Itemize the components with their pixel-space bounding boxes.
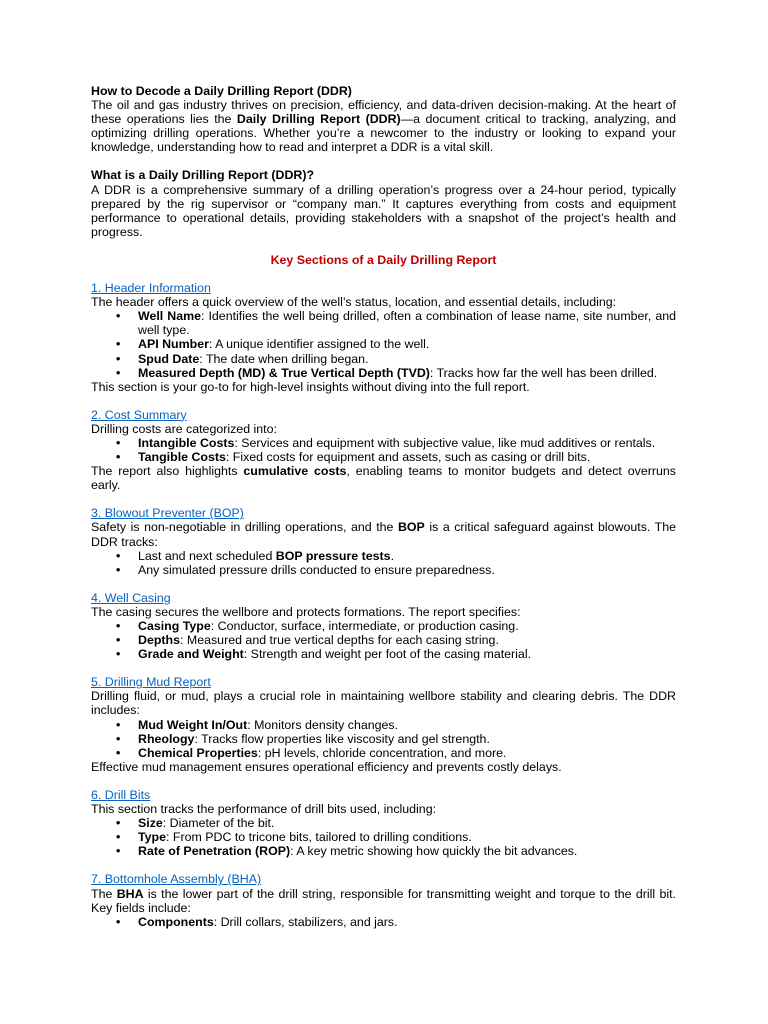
section-intro [91, 520, 676, 548]
bullet-list [91, 816, 676, 858]
term: Measured Depth (MD) & True Vertical Depth (TVD) [138, 365, 430, 380]
list-item [138, 337, 676, 351]
definition: : A unique identifier assigned to the well. [208, 337, 430, 352]
outro-text: The report also highlights [91, 464, 244, 479]
term: Type [138, 830, 166, 845]
outro-bold: cumulative costs [243, 464, 347, 479]
list-item [138, 647, 676, 661]
item-bold: BOP pressure tests [275, 548, 391, 563]
list-item [138, 816, 676, 830]
term: Components [138, 914, 214, 929]
intro-paragraph [91, 98, 676, 154]
term: Well Name [138, 309, 202, 324]
section-bop [91, 506, 676, 520]
definition: : Tracks how far the well has been drilled. [429, 365, 658, 380]
term: Spud Date [138, 351, 200, 366]
term: Mud Weight In/Out [138, 717, 248, 732]
definition: : Drill collars, stabilizers, and jars. [213, 914, 398, 929]
definition: : From PDC to tricone bits, tailored to drilling conditions. [166, 830, 472, 845]
intro-text-cont: —a document critical to tracking, analyzing, and optimizing drilling operations. Whether you’re a newcomer to the industry or looking to expand your knowledge, understanding how to read and interpret a DDR is a vital skill. [91, 112, 677, 155]
bullet-list [91, 309, 676, 379]
definition: : Services and equipment with subjective value, like mud additives or rentals. [234, 435, 656, 450]
section-link-bop[interactable]: 3. Blowout Preventer (BOP) [91, 506, 244, 521]
intro-text-cont: is the lower part of the drill string, responsible for transmitting weight and torque to the drill bit. Key fields include: [91, 886, 677, 915]
definition: : Identifies the well being drilled, often a combination of lease name, site number, and well type. [138, 309, 677, 338]
article-title: How to Decode a Daily Drilling Report (DDR) [91, 84, 352, 98]
key-sections-heading: Key Sections of a Daily Drilling Report [270, 252, 497, 267]
section-cost-summary [91, 408, 676, 422]
section-intro [91, 887, 676, 915]
list-item: • Any simulated pressure drills conducted to ensure preparedness. [138, 563, 676, 577]
list-item [138, 549, 676, 563]
section-intro: The header offers a quick overview of the well’s status, location, and essential details, including: [91, 295, 617, 310]
definition: : Monitors density changes. [247, 717, 399, 732]
list-item [138, 450, 676, 464]
section-intro: Drilling fluid, or mud, plays a crucial role in maintaining wellbore stability and clearing debris. The DDR includes: [91, 689, 676, 718]
definition: : Diameter of the bit. [162, 816, 275, 831]
section-intro: This section tracks the performance of drill bits used, including: [91, 802, 437, 817]
list-item [138, 718, 676, 732]
section-drill-bits [91, 788, 676, 802]
bullet-list [91, 619, 676, 661]
definition: : Conductor, surface, intermediate, or production casing. [210, 619, 519, 633]
intro-bold-ddr: Daily Drilling Report (DDR) [236, 112, 401, 127]
section-well-casing [91, 591, 676, 605]
section-outro: Effective mud management ensures operational efficiency and prevents costly delays. [91, 759, 562, 774]
section-link-bha[interactable]: 7. Bottomhole Assembly (BHA) [91, 872, 262, 887]
bullet-list [91, 915, 676, 929]
what-is-ddr-body: A DDR is a comprehensive summary of a drilling operation’s progress over a 24-hour period, typically prepared by the rig supervisor or “company man.” It captures everything from costs and equipment performance to operational details, providing stakeholders with a snapshot of the project’s health and progress. [91, 182, 676, 239]
definition: : Fixed costs for equipment and assets, such as casing or drill bits. [225, 450, 591, 465]
term: Chemical Properties [138, 745, 258, 760]
list-item [138, 309, 676, 337]
section-outro: This section is your go-to for high-level insights without diving into the full report. [91, 379, 530, 394]
section-link-cost-summary[interactable]: 2. Cost Summary [91, 407, 187, 422]
bullet-list [91, 549, 676, 577]
list-item [138, 844, 676, 858]
list-item [138, 436, 676, 450]
definition: : pH levels, chloride concentration, and more. [257, 745, 507, 760]
outro-text-cont: , enabling teams to monitor budgets and detect overruns early. [91, 464, 676, 493]
what-is-ddr-title: What is a Daily Drilling Report (DDR)? [91, 168, 315, 183]
section-link-drilling-mud[interactable]: 5. Drilling Mud Report [91, 675, 211, 690]
list-item [138, 619, 676, 633]
intro-bold: BHA [116, 886, 144, 901]
term: Casing Type [138, 619, 211, 633]
section-link-well-casing[interactable]: 4. Well Casing [91, 590, 171, 605]
item-text-end: . [390, 548, 395, 563]
section-link-header-information[interactable]: 1. Header Information [91, 281, 211, 296]
intro-bold: BOP [397, 520, 425, 535]
intro-text: The [91, 886, 117, 901]
definition: : Tracks flow properties like viscosity and gel strength. [194, 731, 490, 746]
section-intro: Drilling costs are categorized into: [91, 421, 277, 436]
intro-text: The oil and gas industry thrives on precision, efficiency, and data-driven decision-making. At the heart of these operations lies the [91, 98, 676, 127]
intro-text: Safety is non-negotiable in drilling operations, and the [91, 520, 398, 535]
definition: : Strength and weight per foot of the casing material. [243, 647, 532, 662]
list-item [138, 352, 676, 366]
term: Size [138, 816, 163, 831]
section-intro: The casing secures the wellbore and protects formations. The report specifies: [91, 604, 521, 619]
section-drilling-mud [91, 675, 676, 689]
list-item [138, 830, 676, 844]
list-item [138, 633, 676, 647]
list-item [138, 732, 676, 746]
intro-text-cont: is a critical safeguard against blowouts. The DDR tracks: [91, 520, 676, 549]
list-item [138, 366, 676, 380]
section-link-drill-bits[interactable]: 6. Drill Bits [91, 787, 151, 802]
item-text: Last and next scheduled [138, 548, 276, 563]
list-item [138, 915, 676, 929]
definition: : Measured and true vertical depths for each casing string. [180, 633, 499, 648]
bullet-list [91, 436, 676, 464]
term: Tangible Costs [138, 450, 226, 465]
section-bha [91, 872, 676, 886]
bullet-list [91, 718, 676, 760]
definition: : A key metric showing how quickly the bit advances. [290, 844, 578, 859]
definition: : The date when drilling began. [199, 351, 369, 366]
term: API Number [138, 337, 209, 352]
section-outro [91, 464, 676, 492]
section-header-information [91, 281, 676, 295]
term: Intangible Costs [138, 435, 235, 450]
term: Rate of Penetration (ROP) [138, 844, 291, 859]
term: Rheology [138, 731, 195, 746]
list-item [138, 746, 676, 760]
term: Depths [138, 633, 180, 648]
term: Grade and Weight [138, 647, 244, 662]
